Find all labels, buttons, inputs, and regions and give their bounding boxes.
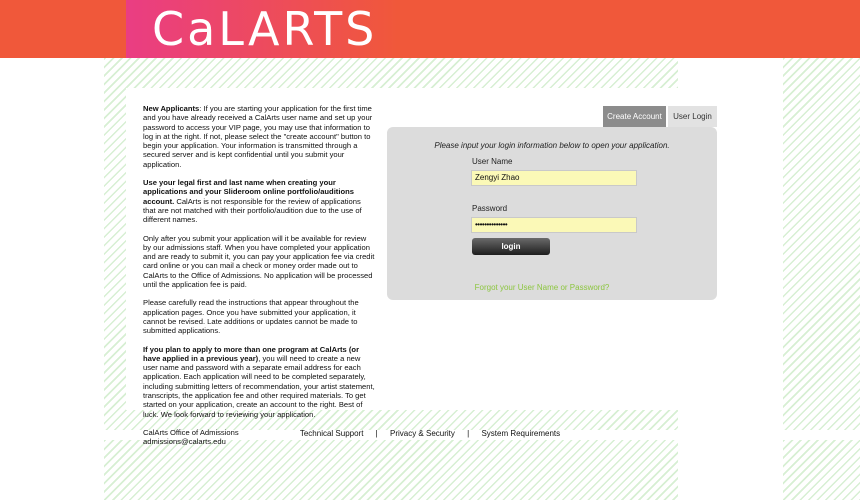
signoff-email: admissions@calarts.edu [143, 437, 226, 447]
hatch-background-right [783, 58, 860, 430]
system-requirements-link[interactable]: System Requirements [481, 429, 561, 438]
footer-separator: | [467, 429, 470, 438]
calarts-logo[interactable]: CaLARTS [126, 0, 398, 58]
instructions-paragraph: Please carefully read the instructions that appear throughout the application pages. Once you have submitted your application, it cannot be revised. Late additions or updates cannot be made to submitted applications. [143, 298, 359, 336]
new-applicants-heading: New Applicants [143, 104, 200, 113]
legal-name-heading: Use your legal first and last name when creating your applications and your Slideroom online portfolio/auditions account. [143, 178, 354, 206]
signoff-office: CalArts Office of Admissions [143, 427, 239, 437]
username-input[interactable]: Zengyi Zhao [471, 170, 637, 186]
new-applicants-text: : If you are starting your application for the first time and you have already received a CalArts user name and set up your password to access your VIP page, you may use that information to log in at the right. If not, please select the "create account" button to begin your application. Your information is transmitted through a secured server and is kept confidential until you submit your application. [143, 104, 373, 169]
footer-separator: | [375, 429, 378, 438]
submission-paragraph: Only after you submit your application will it be available for review by our admissions staff. When you have completed your application and are ready to submit it, you can pay your application fee via credit card online or you can mail a check or money order made out to CalArts to the Office of Admissions. No application will be processed until the application fee is paid. [143, 233, 375, 290]
multiple-programs-heading: If you plan to apply to more than one program at CalArts (or have applied in a previous year) [143, 344, 360, 363]
tab-create-account[interactable]: Create Account [603, 106, 666, 127]
login-instructions: Please input your login information below to open your application. [434, 141, 670, 150]
site-footer [0, 429, 860, 438]
legal-name-paragraph [143, 178, 375, 224]
forgot-credentials-link[interactable]: Forgot your User Name or Password? [474, 283, 610, 292]
password-label: Password [472, 204, 508, 213]
applicant-instructions [143, 104, 375, 456]
hatch-background-bottom-right [783, 440, 860, 500]
username-label: User Name [472, 157, 513, 166]
login-form-box [387, 127, 717, 300]
login-button[interactable]: login [472, 238, 550, 255]
legal-name-text: CalArts is not responsible for the review of applications that are not matched with their portfolio/audition due to the use of different names. [143, 196, 362, 225]
new-applicants-paragraph [143, 104, 375, 169]
multiple-programs-paragraph [143, 345, 375, 419]
password-input[interactable]: •••••••••••••• [471, 217, 637, 233]
multiple-programs-text: , you will need to create a new user name and password with a separate email address for each application. Each application will need to be completed separately, including submitting letters of recommendation, your artist statement, transcripts, the application fee and other required materials. To get started on your application, create an account to the right. Best of luck. We look forward to reviewing your application. [143, 353, 375, 419]
privacy-security-link[interactable]: Privacy & Security [389, 429, 455, 438]
tab-user-login[interactable]: User Login [668, 106, 717, 127]
technical-support-link[interactable]: Technical Support [299, 429, 364, 438]
